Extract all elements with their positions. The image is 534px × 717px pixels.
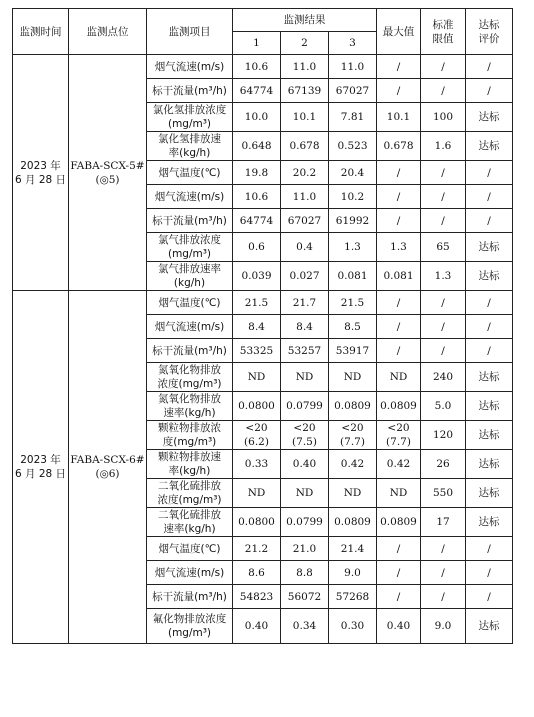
item-line1: 氯化氢排放速	[158, 133, 221, 145]
compliance-eval: 达标	[466, 450, 513, 479]
compliance-eval: /	[466, 209, 513, 233]
compliance-eval: 达标	[466, 363, 513, 392]
result-3: 0.30	[329, 609, 377, 644]
item-line2: 率(kg/h)	[168, 465, 211, 477]
max-value: /	[377, 585, 421, 609]
result-3: 53917	[329, 339, 377, 363]
table-row	[13, 55, 513, 79]
result-3-line2: (7.7)	[340, 436, 365, 448]
result-1: 21.5	[233, 291, 281, 315]
monitoring-item	[147, 609, 233, 644]
compliance-eval: 达标	[466, 132, 513, 161]
monitoring-item	[147, 55, 233, 79]
compliance-eval: /	[466, 55, 513, 79]
header-max: 最大值	[377, 9, 421, 55]
date-line2: 6 月 28 日	[14, 173, 67, 186]
compliance-eval: 达标	[466, 103, 513, 132]
result-2: 56072	[281, 585, 329, 609]
max-value: 0.678	[377, 132, 421, 161]
date-line2: 6 月 28 日	[14, 468, 67, 480]
monitoring-item	[147, 339, 233, 363]
result-1: 21.2	[233, 537, 281, 561]
compliance-eval: 达标	[466, 392, 513, 421]
standard-limit: /	[421, 315, 466, 339]
table-row	[13, 291, 513, 315]
result-1: 19.8	[233, 161, 281, 185]
item-line1: 标干流量(m³/h)	[152, 214, 227, 227]
compliance-eval: /	[466, 537, 513, 561]
result-1: 0.648	[233, 132, 281, 161]
result-3: 21.4	[329, 537, 377, 561]
monitoring-item	[147, 479, 233, 508]
max-value: 0.0809	[377, 508, 421, 537]
header-eval	[466, 9, 513, 55]
monitoring-date	[13, 55, 69, 291]
result-1: ND	[233, 479, 281, 508]
compliance-eval: /	[466, 585, 513, 609]
item-line1: 烟气温度(℃)	[158, 296, 221, 309]
item-line1: 烟气流速(m/s)	[154, 60, 225, 73]
result-2: 8.4	[281, 315, 329, 339]
result-3: 0.0809	[329, 392, 377, 421]
monitoring-item	[147, 291, 233, 315]
result-1	[233, 421, 281, 450]
result-2: 0.0799	[281, 508, 329, 537]
result-1: 64774	[233, 79, 281, 103]
max-value: 10.1	[377, 103, 421, 132]
item-line1: 标干流量(m³/h)	[152, 344, 227, 357]
result-3: 20.4	[329, 161, 377, 185]
compliance-eval: 达标	[466, 609, 513, 644]
monitoring-item	[147, 421, 233, 450]
header-row	[13, 9, 513, 32]
item-line1: 二氧化硫排放	[158, 509, 221, 521]
monitoring-item	[147, 561, 233, 585]
header-limit-line1: 标准	[432, 18, 454, 31]
item-line1: 标干流量(m³/h)	[152, 590, 227, 603]
standard-limit: /	[421, 209, 466, 233]
header-time: 监测时间	[13, 9, 69, 55]
header-run-2: 2	[281, 32, 329, 55]
header-item: 监测项目	[147, 9, 233, 55]
standard-limit: /	[421, 537, 466, 561]
result-2-line2: (7.5)	[292, 436, 317, 448]
point-line2: (◎6)	[95, 468, 120, 480]
compliance-eval: /	[466, 315, 513, 339]
max-value: /	[377, 209, 421, 233]
date-line1: 2023 年	[20, 454, 61, 466]
standard-limit: /	[421, 55, 466, 79]
result-2: 21.7	[281, 291, 329, 315]
item-line2: 速率(kg/h)	[163, 523, 216, 535]
standard-limit: 1.6	[421, 132, 466, 161]
item-line2: (mg/m³)	[167, 627, 212, 639]
result-2: 0.0799	[281, 392, 329, 421]
monitoring-results-table	[12, 8, 513, 644]
item-line2: 速率(kg/h)	[163, 407, 216, 419]
header-limit	[421, 9, 466, 55]
standard-limit: 100	[421, 103, 466, 132]
standard-limit: /	[421, 561, 466, 585]
max-value: ND	[377, 479, 421, 508]
max-value: /	[377, 315, 421, 339]
standard-limit: 26	[421, 450, 466, 479]
result-3: 9.0	[329, 561, 377, 585]
standard-limit: /	[421, 585, 466, 609]
result-3: 0.0809	[329, 508, 377, 537]
monitoring-item	[147, 508, 233, 537]
result-1: 0.40	[233, 609, 281, 644]
standard-limit: /	[421, 339, 466, 363]
result-2: 53257	[281, 339, 329, 363]
point-line2: (◎5)	[95, 173, 120, 186]
compliance-eval: /	[466, 291, 513, 315]
result-1: 8.4	[233, 315, 281, 339]
max-value: /	[377, 339, 421, 363]
result-3-line1: <20	[341, 422, 364, 434]
monitoring-item	[147, 132, 233, 161]
standard-limit: 5.0	[421, 392, 466, 421]
point-line1: FABA-SCX-6#	[70, 454, 145, 466]
header-eval-line1: 达标	[478, 18, 500, 31]
item-line2: 浓度(mg/m³)	[157, 378, 222, 390]
result-3: 0.081	[329, 262, 377, 291]
result-3: 0.42	[329, 450, 377, 479]
standard-limit: 240	[421, 363, 466, 392]
result-3: 21.5	[329, 291, 377, 315]
max-value-line2: (7.7)	[386, 436, 411, 448]
monitoring-item	[147, 315, 233, 339]
max-value	[377, 421, 421, 450]
header-run-1: 1	[233, 32, 281, 55]
result-2: 11.0	[281, 55, 329, 79]
result-3: ND	[329, 479, 377, 508]
result-1: 8.6	[233, 561, 281, 585]
result-2: 67027	[281, 209, 329, 233]
result-2: 8.8	[281, 561, 329, 585]
result-2: 21.0	[281, 537, 329, 561]
item-line2: (mg/m³)	[167, 118, 212, 130]
max-value-line1: <20	[387, 422, 410, 434]
result-2: 0.4	[281, 233, 329, 262]
result-2: 20.2	[281, 161, 329, 185]
result-3: 67027	[329, 79, 377, 103]
compliance-eval: /	[466, 161, 513, 185]
result-3: 0.523	[329, 132, 377, 161]
result-2: 10.1	[281, 103, 329, 132]
standard-limit: 550	[421, 479, 466, 508]
monitoring-date	[13, 291, 69, 644]
max-value: 0.081	[377, 262, 421, 291]
item-line1: 烟气流速(m/s)	[154, 320, 225, 333]
result-1: 54823	[233, 585, 281, 609]
result-3: 1.3	[329, 233, 377, 262]
monitoring-item	[147, 262, 233, 291]
result-3: 57268	[329, 585, 377, 609]
item-line2: (mg/m³)	[167, 248, 212, 260]
monitoring-point	[69, 291, 147, 644]
max-value: /	[377, 79, 421, 103]
compliance-eval: /	[466, 561, 513, 585]
header-run-3: 3	[329, 32, 377, 55]
max-value: /	[377, 55, 421, 79]
result-2: 0.678	[281, 132, 329, 161]
result-1: 0.0800	[233, 508, 281, 537]
header-point: 监测点位	[69, 9, 147, 55]
result-2: 67139	[281, 79, 329, 103]
item-line1: 氯化氢排放浓度	[152, 104, 227, 116]
standard-limit: /	[421, 79, 466, 103]
date-line1: 2023 年	[20, 159, 61, 172]
item-line1: 烟气流速(m/s)	[154, 566, 225, 579]
max-value: /	[377, 537, 421, 561]
monitoring-item	[147, 103, 233, 132]
item-line1: 颗粒物排放浓	[158, 422, 221, 434]
result-3: 7.81	[329, 103, 377, 132]
max-value: /	[377, 291, 421, 315]
result-1: 10.6	[233, 55, 281, 79]
result-2-line1: <20	[293, 422, 316, 434]
result-2: 0.34	[281, 609, 329, 644]
compliance-eval: /	[466, 185, 513, 209]
standard-limit: 9.0	[421, 609, 466, 644]
item-line2: 率(kg/h)	[168, 147, 211, 159]
header-limit-line2: 限值	[432, 32, 454, 45]
item-line1: 氮氧化物排放	[158, 393, 221, 405]
item-line2: (kg/h)	[173, 277, 206, 289]
monitoring-item	[147, 209, 233, 233]
table-body	[13, 55, 513, 644]
max-value: /	[377, 561, 421, 585]
result-1: 0.0800	[233, 392, 281, 421]
monitoring-item	[147, 363, 233, 392]
result-2: 0.027	[281, 262, 329, 291]
monitoring-point	[69, 55, 147, 291]
standard-limit: /	[421, 291, 466, 315]
result-3: 8.5	[329, 315, 377, 339]
max-value: 0.42	[377, 450, 421, 479]
max-value: ND	[377, 363, 421, 392]
item-line1: 标干流量(m³/h)	[152, 84, 227, 97]
header-eval-line2: 评价	[478, 32, 500, 45]
compliance-eval: 达标	[466, 508, 513, 537]
result-3	[329, 421, 377, 450]
compliance-eval: /	[466, 339, 513, 363]
item-line1: 氮氧化物排放	[158, 364, 221, 376]
monitoring-item	[147, 79, 233, 103]
result-1: 53325	[233, 339, 281, 363]
result-2	[281, 421, 329, 450]
result-1-line1: <20	[245, 422, 268, 434]
item-line2: 度(mg/m³)	[162, 436, 217, 448]
item-line1: 颗粒物排放速	[158, 451, 221, 463]
item-line1: 氯气排放速率	[158, 263, 221, 275]
result-1: 0.33	[233, 450, 281, 479]
result-1: 0.6	[233, 233, 281, 262]
standard-limit: 120	[421, 421, 466, 450]
compliance-eval: 达标	[466, 479, 513, 508]
result-2: ND	[281, 479, 329, 508]
compliance-eval: /	[466, 79, 513, 103]
monitoring-item	[147, 161, 233, 185]
item-line1: 氯气排放浓度	[158, 234, 221, 246]
item-line2: 浓度(mg/m³)	[157, 494, 222, 506]
max-value: 1.3	[377, 233, 421, 262]
standard-limit: /	[421, 185, 466, 209]
item-line1: 烟气温度(℃)	[158, 166, 221, 179]
max-value: /	[377, 161, 421, 185]
result-3: 11.0	[329, 55, 377, 79]
result-3: 10.2	[329, 185, 377, 209]
result-3: ND	[329, 363, 377, 392]
max-value: /	[377, 185, 421, 209]
result-2: 11.0	[281, 185, 329, 209]
monitoring-item	[147, 233, 233, 262]
monitoring-item	[147, 185, 233, 209]
result-2: 0.40	[281, 450, 329, 479]
compliance-eval: 达标	[466, 421, 513, 450]
standard-limit: 1.3	[421, 262, 466, 291]
monitoring-item	[147, 585, 233, 609]
result-1: 10.6	[233, 185, 281, 209]
result-2: ND	[281, 363, 329, 392]
compliance-eval: 达标	[466, 262, 513, 291]
standard-limit: /	[421, 161, 466, 185]
item-line1: 二氧化硫排放	[158, 480, 221, 492]
result-1: 0.039	[233, 262, 281, 291]
standard-limit: 17	[421, 508, 466, 537]
compliance-eval: 达标	[466, 233, 513, 262]
item-line1: 烟气温度(℃)	[158, 542, 221, 555]
header-result: 监测结果	[233, 9, 377, 32]
monitoring-item	[147, 450, 233, 479]
monitoring-item	[147, 392, 233, 421]
result-1: 64774	[233, 209, 281, 233]
max-value: 0.40	[377, 609, 421, 644]
standard-limit: 65	[421, 233, 466, 262]
monitoring-item	[147, 537, 233, 561]
item-line1: 氟化物排放浓度	[152, 613, 227, 625]
max-value: 0.0809	[377, 392, 421, 421]
result-3: 61992	[329, 209, 377, 233]
result-1: 10.0	[233, 103, 281, 132]
item-line1: 烟气流速(m/s)	[154, 190, 225, 203]
result-1: ND	[233, 363, 281, 392]
result-1-line2: (6.2)	[244, 436, 269, 448]
point-line1: FABA-SCX-5#	[70, 159, 145, 172]
